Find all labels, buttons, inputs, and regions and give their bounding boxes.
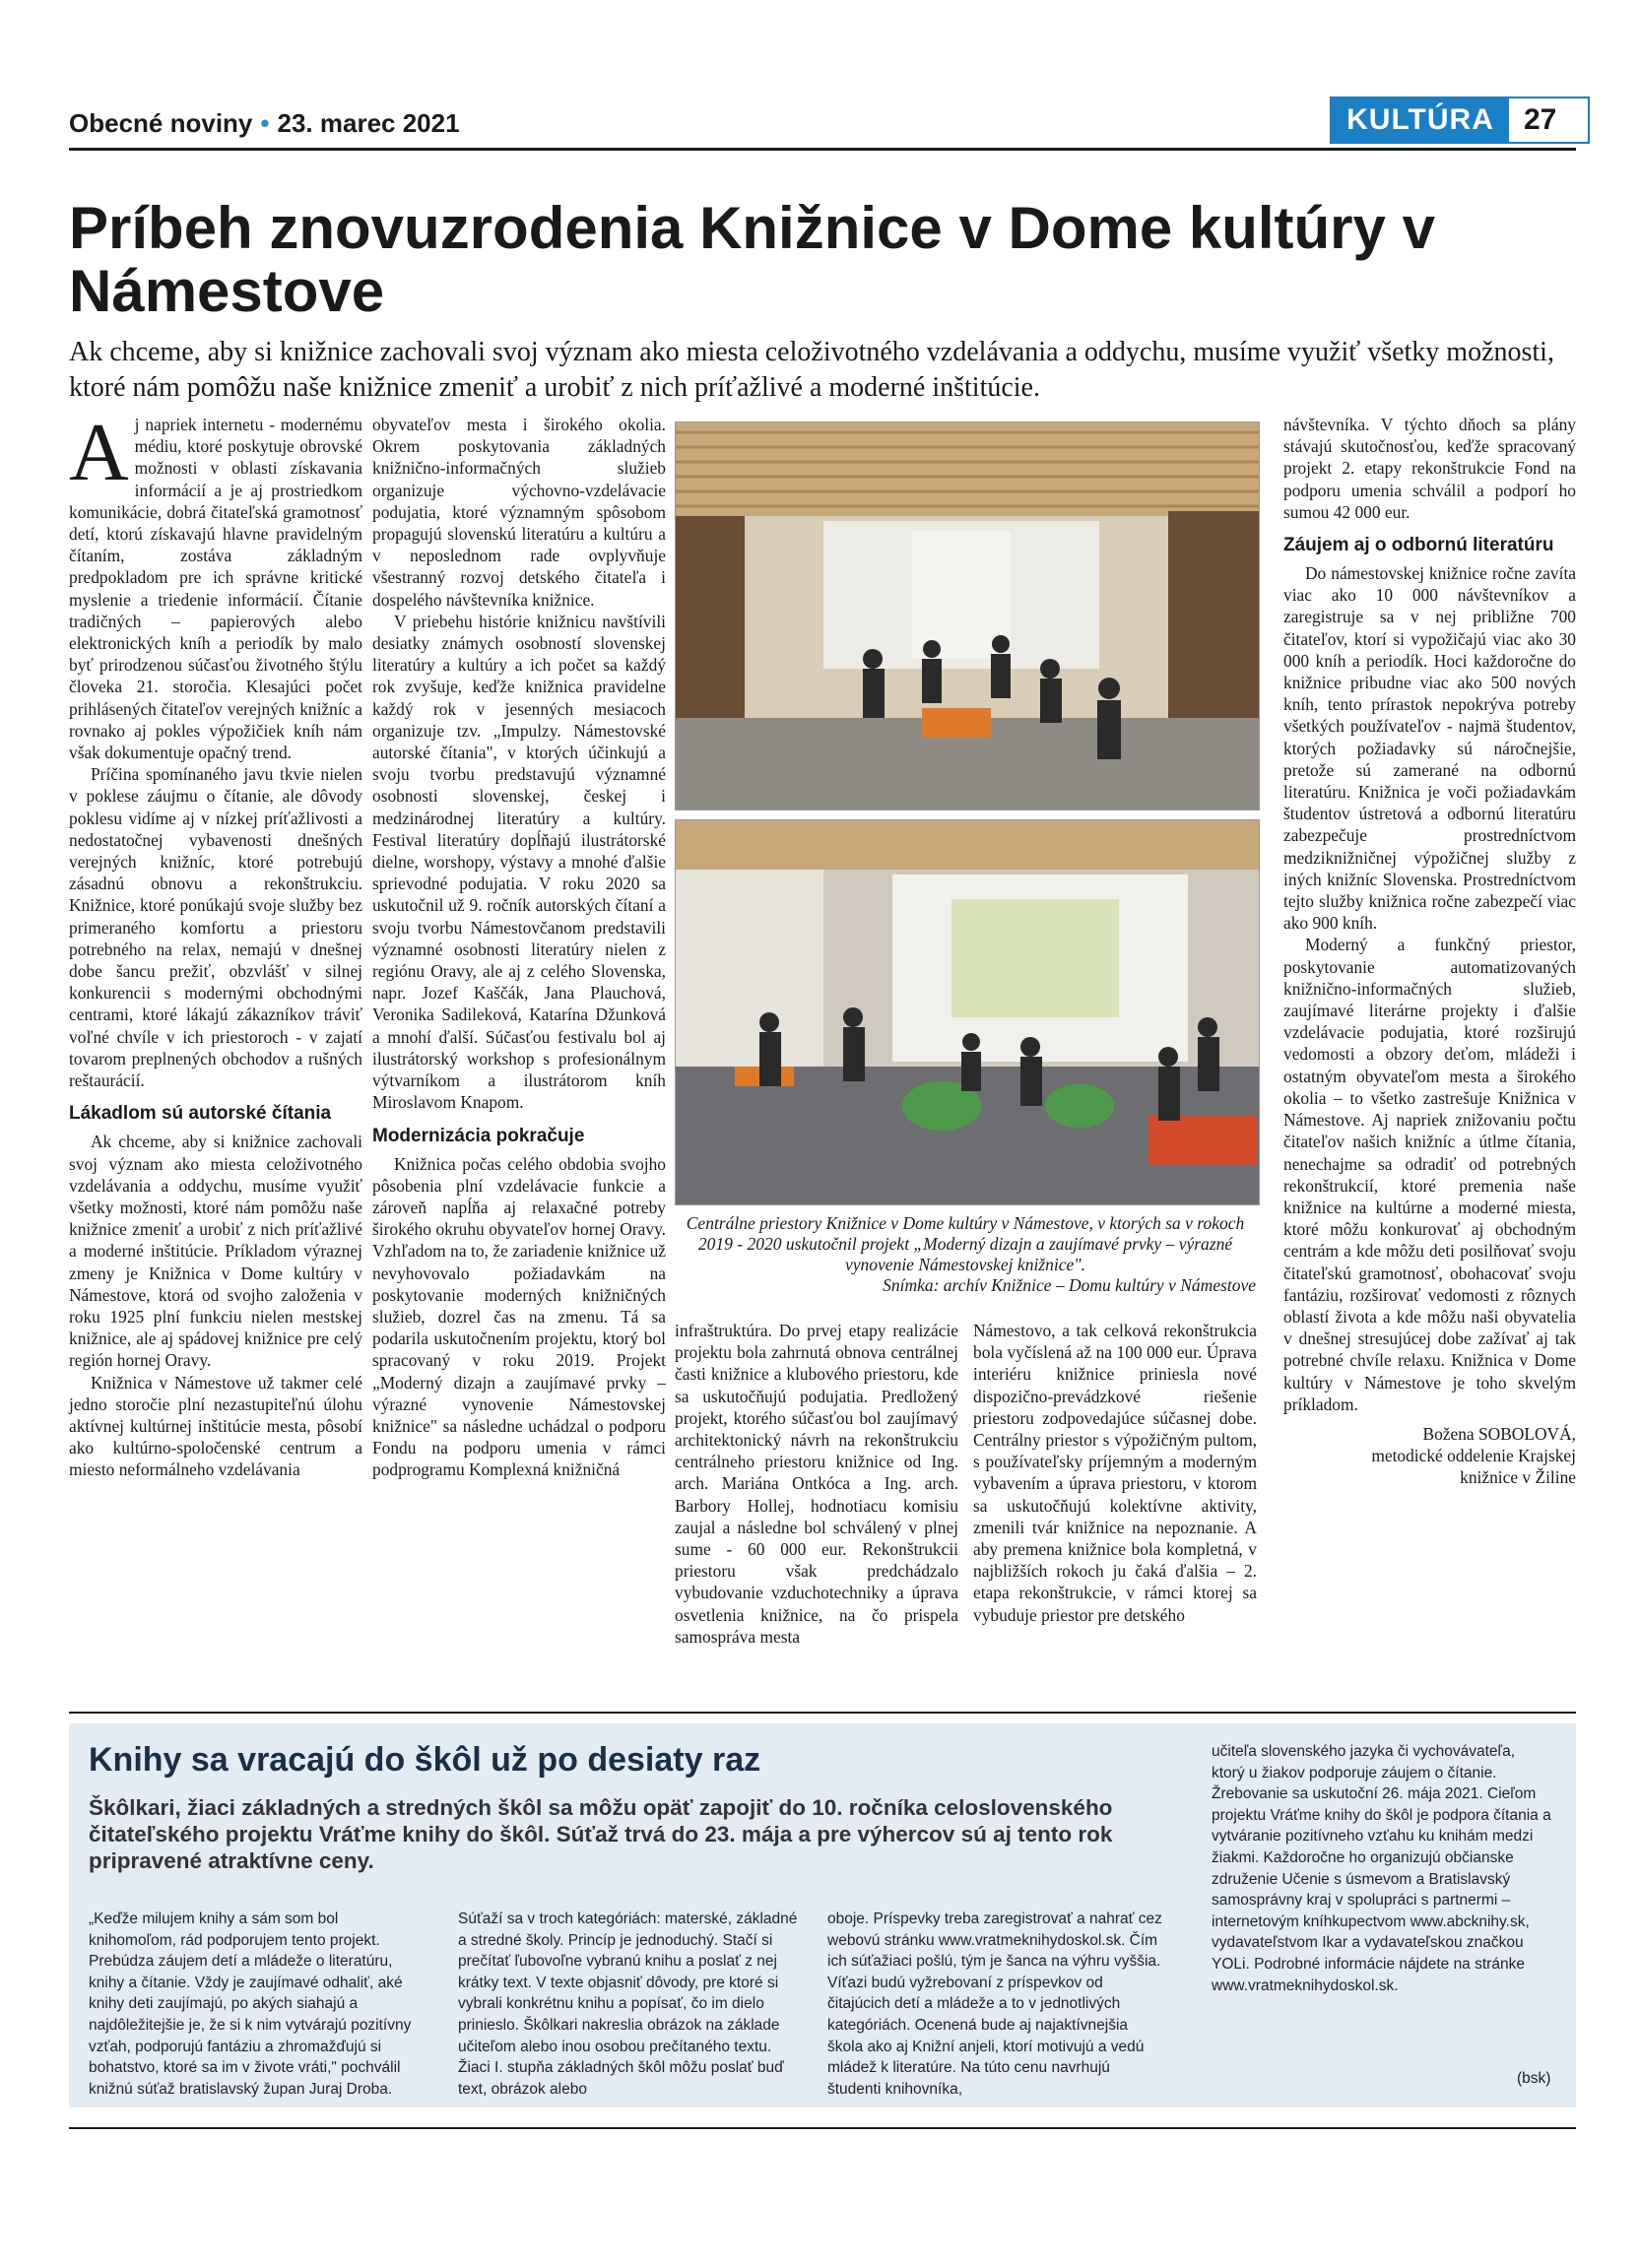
library-photo-2	[675, 819, 1260, 1205]
library-interior-image	[676, 422, 1259, 810]
box-lead: Škôlkari, žiaci základných a stredných škôl sa môžu opäť zapojiť do 10. ročníka celoslovenského čitateľského projektu Vráťme knihy do škôl. Súťaž trvá do 23. mája a pre výhercov sú aj tento rok pripravené atraktívne ceny.	[89, 1795, 1113, 1873]
photo-caption	[675, 1213, 1256, 1296]
photo-credit: Snímka: archív Knižnice – Domu kultúry v Námestove	[883, 1275, 1256, 1295]
page-header	[69, 97, 1576, 146]
paragraph: Knižnica v Námestove už takmer celé jedno storočie plní nezastupiteľnú úlohu aktívnej kultúrnej inštitúcie mesta, pôsobí ako kultúrno-spoločenské centrum a miesto neformálneho vzdelávania	[69, 1372, 362, 1480]
article-lead: Ak chceme, aby si knižnice zachovali svoj význam ako miesta celoživotného vzdelávania a oddychu, musíme využiť všetky možnosti, ktoré nám pomôžu naše knižnice zmeniť a urobiť z nich príťažlivé a moderné inštitúcie.	[69, 337, 1554, 403]
paragraph: Príčina spomínaného javu tkvie nielen v poklese záujmu o čítanie, ale dôvody poklesu vidíme aj v nízkej príťažlivosti a nedostatočnej vybavenosti dnešných verejných knižníc, ktoré potrebujú zásadnú obnovu a rekonštrukciu. Knižnice, ktoré ponúkajú svoje služby bez primeraného komfortu a priestoru potrebného na relax, nemajú v dnešnej dobe šancu prežiť, obzvlášť v silnej konkurencii s modernými obchodnými centrami, ktoré lákajú zákazníkov tráviť voľné chvíle v ich priestoroch - v zajatí tovarom preplnených obchodov a rušných reštaurácií.	[69, 764, 362, 1091]
masthead	[69, 108, 460, 139]
subheading: Modernizácia pokračuje	[372, 1125, 585, 1146]
library-event-image	[676, 820, 1259, 1204]
article-column-4	[973, 1320, 1257, 1626]
footer-rule	[69, 2127, 1576, 2129]
subheading: Záujem aj o odbornú literatúru	[1283, 535, 1554, 556]
author-name: Božena SOBOLOVÁ,	[1422, 1423, 1576, 1444]
drop-cap: A	[69, 407, 129, 498]
paragraph: obyvateľov mesta i širokého okolia. Okrem poskytovania základných knižnično-informačných služieb organizuje výchovno-vzdelávacie podujatia, ktoré významným spôsobom propagujú slovenskú literatúru a kultúru a v neposlednom rade ovplyvňuje všestranný rozvoj detského čitateľa i dospelého návštevníka knižnice.	[372, 415, 666, 610]
paragraph: Knižnica počas celého obdobia svojho pôsobenia plní vzdelávacie funkcie a zároveň napĺňa aj relaxačné potreby širokého okruhu obyvateľov hornej Oravy. Vzhľadom na to, že zariadenie knižnice už nevyhovovalo požiadavkám na poskytovanie moderných knižničných služieb, dozrel čas na zmenu. Tá sa podarila uskutočnením projektu, ktorý bol spracovaný v roku 2019. Projekt „Moderný dizajn a zaujímavé prvky – výrazné vynovenie Námestovskej knižnice" sa následne uchádzal o podporu Fondu na podporu umenia v rámci podprogramu Komplexná knižničná	[372, 1153, 666, 1480]
article-column-3	[675, 1320, 958, 1648]
section-label: KULTÚRA	[1332, 98, 1509, 142]
sidebar-box	[69, 1723, 1576, 2107]
header-rule	[69, 148, 1576, 151]
box-signature: (bsk)	[1517, 2070, 1551, 2087]
article-column-2	[372, 414, 666, 1481]
section-divider	[69, 1712, 1576, 1714]
paragraph: Aj napriek internetu - modernému médiu, ktoré poskytuje obrovské možnosti v oblasti získavania informácií a je aj prostriedkom komunikácie, dobrá čitateľská gramotnosť detí, ktorú získavajú hlavne pravidelným čítaním, zostáva základným predpokladom pre ich správne kritické myslenie a triedenie informácií. Čítanie tradičných – papierových alebo elektronických kníh a periodík by malo byť prirodzenou súčasťou životného štýlu človeka 21. storočia. Klesajúci počet prihlásených čitateľov verejných knižníc a rovnako aj pokles výpožičiek kníh nám však dokumentuje opačný trend.	[69, 407, 362, 763]
library-photo-1	[675, 421, 1260, 810]
box-column-2: Súťaží sa v troch kategóriách: materské, základné a stredné školy. Princíp je jednoduchý. Stačí si prečítať ľubovoľne vybranú knihu a poslať z nej krátky text. V texte objasniť dôvody, pre ktoré si vybrali konkrétnu knihu a popísať, čo im dielo prinieslo. Škôlkari nakreslia obrázok na základe učiteľom alebo inou osobou prečítaného textu. Žiaci I. stupňa základných škôl môžu poslať buď text, obrázok alebo	[458, 1911, 798, 2098]
separator-dot: •	[260, 108, 270, 138]
paragraph: Moderný a funkčný priestor, poskytovanie automatizovaných knižnično-informačných služieb, zaujímavé literárne projekty i ďalšie vzdelávacie podujatia, ktoré rozširujú vedomosti a obzory deťom, mládeži i ostatným obyvateľom mesta a širokého okolia – to všetko zastrešuje Knižnica v Námestove. Aj napriek znižovaniu počtu čitateľov našich knižníc a útlme čítania, nenechajme sa odradiť od potrebných rekonštrukcií, ktoré premenia naše knižnice na kultúrne a moderné miesta, ktoré môžu konkurovať aj obchodným centrám a kde môžu deti posilňovať svoju čitateľskú gramotnosť, obohacovať svoju fantáziu, rozširovať vedomosti z rôznych oblastí života a kde môžu naši obyvatelia v dnešnej stresujúcej dobe zažívať aj tak potrebné chvíle relaxu. Knižnica v Dome kultúry v Námestove je toho skvelým príkladom.	[1283, 935, 1576, 1414]
issue-date: 23. marec 2021	[277, 108, 460, 138]
article-title: Príbeh znovuzrodenia Knižnice v Dome kultúry v Námestove	[69, 195, 1435, 324]
subheading: Lákadlom sú autorské čítania	[69, 1103, 332, 1125]
article-column-1	[69, 407, 362, 1481]
page-number: 27	[1524, 103, 1557, 136]
paragraph: infraštruktúra. Do prvej etapy realizácie projektu bola zahrnutá obnova centrálnej časti knižnice a klubového priestoru, kde sa uskutočňujú podujatia. Predložený projekt, ktorého súčasťou bol zaujímavý architektonický návrh na rekonštrukciu centrálneho priestoru knižnice od Ing. arch. Mariána Ontkóca a Ing. arch. Barbory Hollej, hodnotiacu komisiu zaujal a následne bol schválený v plnej sume - 60 000 eur. Rekonštrukcii priestoru však predchádzalo vybudovanie vzduchotechniky a úprava osvetlenia knižnice, na čo prispela samospráva mesta	[675, 1321, 958, 1647]
paragraph: V priebehu histórie knižnicu navštívili desiatky známych osobností slovenskej literatúry a kultúry a ich počet sa každý rok zvyšuje, keďže knižnica pravidelne každý rok v jesenných mesiacoch organizuje tzv. „Impulzy. Námestovské autorské čítania", v ktorých účinkujú a svoju tvorbu predstavujú významné osobnosti slovenskej, českej i medzinárodnej literatúry a kultúry. Festival literatúry dopĺňajú ilustrátorské dielne, worshopy, výstavy a mnohé ďalšie sprievodné podujatia. V roku 2020 sa uskutočnil už 9. ročník autorských čítaní a svoju tvorbu Námestovčanom predstavili významné osobnosti literatúry nielen z regiónu Oravy, ale aj z celého Slovenska, napr. Jozef Kaščák, Jana Plauchová, Veronika Sadileková, Katarína Džunková a mnohí ďalší. Súčasťou festivalu bol aj ilustrátorský workshop s profesionálnym výtvarníkom a ilustrátorom kníh Miroslavom Knapom.	[372, 611, 666, 1113]
box-column-3: oboje. Príspevky treba zaregistrovať a nahrať cez webovú stránku www.vratmeknihydoskol.sk. Čím ich súťažiaci pošlú, tým je šanca na výhru vyššia. Víťazi budú vyžrebovaní z príspevkov od čitajúcich detí a mládeže a to v jednotlivých kategóriách. Ocenená bude aj najaktívnejšia škola ako aj Knižní anjeli, ktorí motivujú a vedú mládež k literatúre. Na túto cenu navrhujú študenti knihovníka,	[827, 1911, 1162, 2098]
caption-text: Centrálne priestory Knižnice v Dome kultúry v Námestove, v ktorých sa v rokoch 2019 - 2020 uskutočnil projekt „Moderný dizajn a zaujímavé prvky – výrazné vynovenie Námestovskej knižnice".	[686, 1213, 1245, 1274]
paragraph: Do námestovskej knižnice ročne zavíta viac ako 10 000 návštevníkov a zaregistruje sa v nej približne 700 čitateľov, ktorí si vypožičajú viac ako 30 000 kníh a periodík. Hoci každoročne do knižnice pribudne viac ako 500 nových kníh, tento prírastok nepokrýva potreby všetkých používateľov - najmä študentov, ktorých požiadavky sú náročnejšie, pretože sú zamerané na odbornú literatúru. Knižnica je voči požiadavkám študentov ústretová a odbornú literatúru zabezpečuje prostredníctvom medziknižničnej výpožičnej služby z iných knižníc Slovenska. Prostredníctvom tejto služby knižnica ročne zabezpečí viac ako 900 kníh.	[1283, 563, 1576, 934]
paragraph: Námestovo, a tak celková rekonštrukcia bola vyčíslená až na 100 000 eur. Úprava interiéru knižnice priniesla nové dispozično-prevádzkové riešenie priestoru zodpovedajúce súčasnej dobe. Centrálny priestor s výpožičným pultom, s používateľsky príjemným a moderným vybavením a úprava priestoru, v ktorom sa uskutočňujú kolektívne aktivity, zmenili tvár knižnice na nepoznanie. A aby premena knižnice bola kompletná, v najbližších rokoch ju čaká ďalšia – 2. etapa rekonštrukcie, v rámci ktorej sa vybuduje priestor pre detského	[973, 1321, 1257, 1625]
publication-name: Obecné noviny	[69, 108, 253, 138]
box-column-4: učiteľa slovenského jazyka či vychovávateľa, ktorý u žiakov podporuje záujem o čítanie. Žrebovanie sa uskutoční 26. mája 2021. Cieľom projektu Vráťme knihy do škôl je podpora čítania a vytváranie pozitívneho vzťahu ku knihám medzi žiakmi. Každoročne ho organizujú občianske združenie Učenie s úsmevom a Bratislavský samosprávny kraj v spolupráci s partnermi – internetovým kníhkupectvom www.abcknihy.sk, vydavateľstvom Ikar a vydavateľskou značkou YOLi. Podrobné informácie nájdete na stránke www.vratmeknihydoskol.sk.	[1212, 1743, 1551, 1994]
paragraph: Ak chceme, aby si knižnice zachovali svoj význam ako miesta celoživotného vzdelávania a oddychu, musíme využiť všetky možnosti, ktoré nám pomôžu naše knižnice zmeniť a urobiť z nich príťažlivé a moderné inštitúcie. Príkladom výraznej zmeny je Knižnica v Dome kultúry v Námestove, ktorá od svojho založenia v roku 1925 plní funkciu nielen mestskej knižnice, ale aj spádovej knižnice pre celý región hornej Oravy.	[69, 1132, 362, 1371]
author-role: metodické oddelenie Krajskej	[1371, 1446, 1576, 1466]
box-title: Knihy sa vracajú do škôl už po desiaty raz	[89, 1741, 761, 1779]
author-org: knižnice v Žiline	[1460, 1467, 1576, 1488]
section-tag	[1330, 97, 1590, 144]
box-column-1: „Keďže milujem knihy a sám som bol knihomoľom, rád podporujem tento projekt. Prebúdza záujem detí a mládeže o literatúru, knihy a čítanie. Vždy je zaujímavé odhaliť, aké knihy deti zaujímajú, po akých siahajú a najdôležitejšie je, že si k nim vytvárajú pozitívny vzťah, podporujú fantáziu a zhromažďujú si bohatstvo, ktoré sa im v živote vráti," pochválil knižnú súťaž bratislavský župan Juraj Droba.	[89, 1911, 412, 2098]
article-column-5	[1283, 414, 1576, 1489]
paragraph: návštevníka. V týchto dňoch sa plány stávajú skutočnosťou, keďže spracovaný projekt 2. etapy rekonštrukcie Fond na podporu umenia schválil a podporí ho sumou 42 000 eur.	[1283, 415, 1576, 522]
